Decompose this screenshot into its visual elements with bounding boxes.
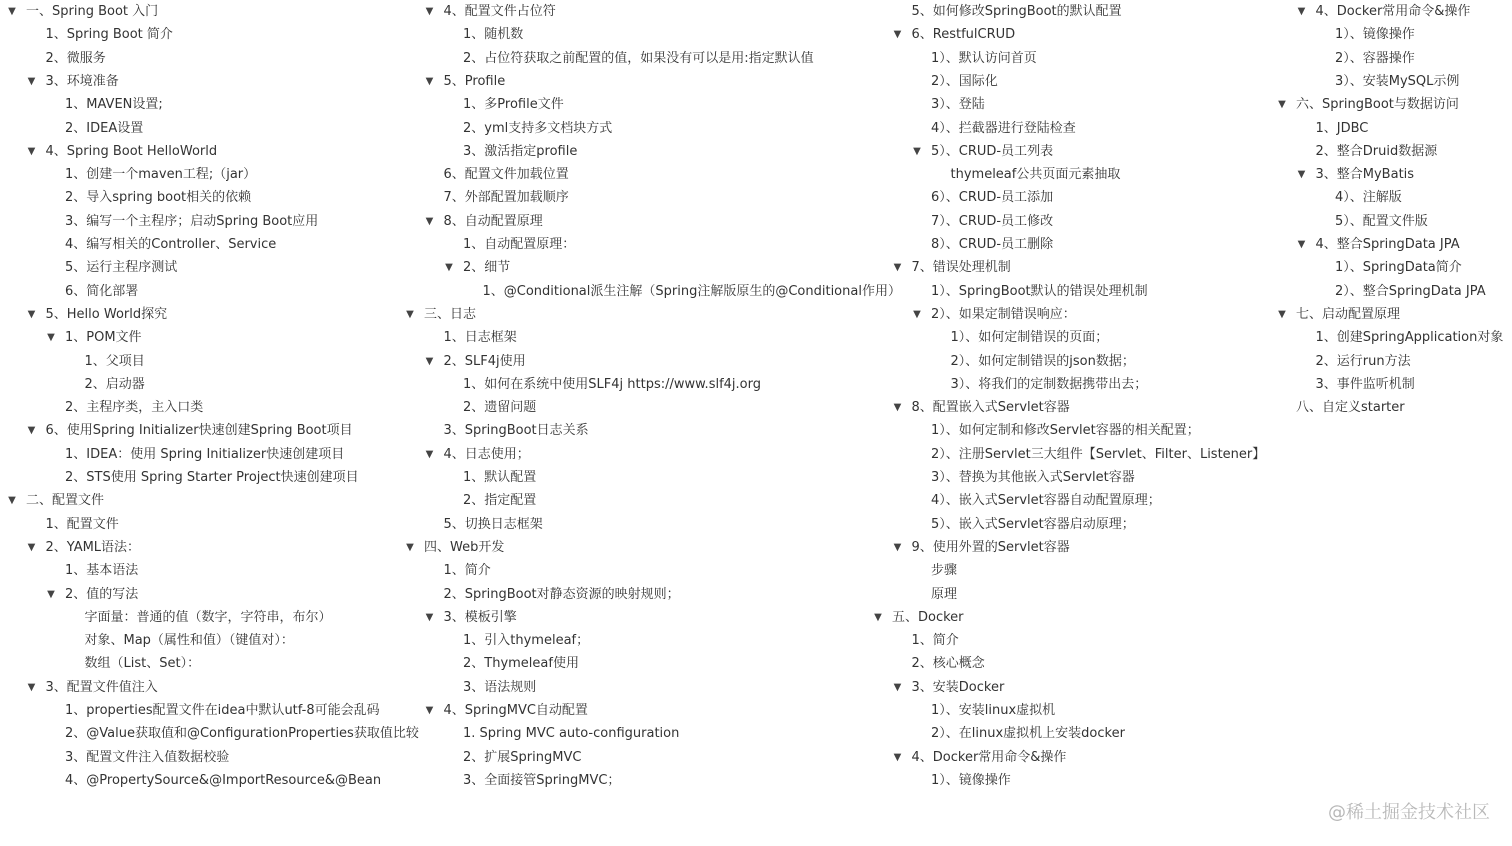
collapse-triangle-icon[interactable]: ▼ [425,215,434,227]
outline-node-label: 1、POM文件 [65,330,142,346]
outline-node-label: 八、自定义starter [1296,400,1405,416]
outline-node-label: 2、主程序类，主入口类 [65,400,204,416]
outline-node-label: 9、使用外置的Servlet容器 [911,539,1070,555]
outline-node-label: 3、模板引擎 [443,609,517,625]
outline-node-label: 1、多Profile文件 [463,97,564,113]
outline-node-label: 6）、CRUD-员工添加 [931,190,1054,206]
outline-node-label: 2、IDEA设置 [65,120,144,136]
outline-node-label: 1、默认配置 [463,470,537,485]
outline-node-label: 3、配置文件注入值数据校验 [65,749,230,765]
outline-node-label: 2、@Value获取值和@ConfigurationProperties获取值比较 [65,726,419,742]
outline-node-label: 5、Profile [443,73,506,89]
outline-node-label: 2、导入spring boot相关的依赖 [65,190,252,206]
outline-node-label: 3、SpringBoot日志关系 [443,423,589,439]
watermark: @稀土掘金技术社区 [1328,802,1490,823]
outline-node-label: 1、MAVEN设置; [65,97,163,113]
outline-node-label: 4、配置文件占位符 [443,4,556,19]
outline-node-label: 3、配置文件值注入 [45,679,158,695]
outline-node-label: 4、日志使用； [443,446,530,462]
outline-node-label: 5）、配置文件版 [1335,213,1428,229]
outline-node-label: 四、Web开发 [424,539,505,555]
outline-node-label: 6、使用Spring Initializer快速创建Spring Boot项目 [45,423,353,439]
collapse-triangle-icon[interactable]: ▼ [1278,99,1286,111]
outline-node-label: 2）、如果定制错误响应： [931,306,1076,322]
outline-node-label: 1、创建一个maven工程;（jar） [65,167,257,183]
collapse-triangle-icon[interactable]: ▼ [406,308,414,320]
collapse-triangle-icon[interactable]: ▼ [47,588,55,600]
outline-node-label: 2、启动器 [84,376,145,392]
collapse-triangle-icon[interactable]: ▼ [425,705,434,716]
outline-node-label: 字面量：普通的值（数字，字符串，布尔） [84,609,332,625]
outline-node-label: 三、日志 [424,306,477,322]
outline-node-label: 1、基本语法 [65,563,139,579]
collapse-triangle-icon[interactable]: ▼ [874,611,882,623]
outline-node-label: 2）、在linux虚拟机上安装docker [931,726,1125,742]
collapse-triangle-icon[interactable]: ▼ [1297,6,1306,17]
outline-node-label: 七、启动配置原理 [1296,306,1401,322]
collapse-triangle-icon[interactable]: ▼ [8,495,16,507]
outline-node-label: 7、错误处理机制 [911,260,1011,276]
outline-node-label: 8、自动配置原理 [443,213,543,229]
outline-node-label: 4、@PropertySource&@ImportResource&@Bean [65,772,382,788]
collapse-triangle-icon[interactable]: ▼ [893,681,902,693]
outline-node-label: 1）、默认访问首页 [931,50,1037,66]
outline-node-label: 2、SLF4j使用 [443,353,526,369]
outline-node-label: 4）、嵌入式Servlet容器自动配置原理； [931,493,1161,509]
collapse-triangle-icon[interactable]: ▼ [1297,239,1306,250]
outline-node-label: 1、properties配置文件在idea中默认utf-8可能会乱码 [65,703,380,718]
collapse-triangle-icon[interactable]: ▼ [893,751,902,763]
collapse-triangle-icon[interactable]: ▼ [27,541,36,553]
outline-node-label: 1、引入thymeleaf； [463,633,590,649]
outline-node-label: 一、Spring Boot 入门 [26,4,159,19]
outline-node-label: 2、STS使用 Spring Starter Project快速创建项目 [65,470,359,485]
outline-node-label: 8、配置嵌入式Servlet容器 [911,400,1070,416]
collapse-triangle-icon[interactable]: ▼ [425,355,434,367]
outline-node-label: 2）、国际化 [931,73,998,89]
outline-node-label: 4、Docker常用命令&操作 [911,749,1067,765]
outline-node-label: 2、SpringBoot对静态资源的映射规则； [443,586,680,602]
collapse-triangle-icon[interactable]: ▼ [425,448,434,460]
outline-node-label: 5）、嵌入式Servlet容器启动原理； [931,516,1135,532]
outline-node-label: 2）、如何定制错误的json数据； [950,353,1135,369]
outline-node-label: 1）、镜像操作 [931,772,1011,788]
outline-node-label: 4、Docker常用命令&操作 [1315,4,1471,19]
outline-node-label: 数组（List、Set）： [84,656,201,672]
collapse-triangle-icon[interactable]: ▼ [27,145,36,157]
outline-node-label: 六、SpringBoot与数据访问 [1296,97,1459,113]
outline-node-label: 5、如何修改SpringBoot的默认配置 [911,4,1122,19]
collapse-triangle-icon[interactable]: ▼ [445,262,453,274]
outline-node-label: 1）、如何定制和修改Servlet容器的相关配置； [931,423,1200,439]
outline-node-label: 2、值的写法 [65,586,139,602]
outline-node-label: 1、IDEA：使用 Spring Initializer快速创建项目 [65,446,345,462]
outline-node-label: 2）、容器操作 [1335,50,1415,66]
outline-node-label: 4、编写相关的Controller、Service [65,237,277,252]
outline-node-label: 1、配置文件 [45,516,119,532]
outline-node-label: 1、自动配置原理： [463,237,576,252]
collapse-triangle-icon[interactable]: ▼ [47,332,55,344]
outline-node-label: 2、整合Druid数据源 [1315,143,1438,159]
collapse-triangle-icon[interactable]: ▼ [406,541,414,553]
outline-node-label: 5、Hello World探究 [45,306,168,322]
outline-node-label: 3、全面接管SpringMVC； [463,772,621,788]
collapse-triangle-icon[interactable]: ▼ [893,262,902,274]
outline-node-label: 1）、安装linux虚拟机 [931,703,1056,718]
collapse-triangle-icon[interactable]: ▼ [27,681,36,693]
outline-node-label: 7、外部配置加载顺序 [443,190,569,206]
collapse-triangle-icon[interactable]: ▼ [27,308,36,320]
outline-node-label: 1）、SpringBoot默认的错误处理机制 [931,283,1148,299]
outline-node-label: 2、细节 [463,260,511,276]
collapse-triangle-icon[interactable]: ▼ [425,611,434,623]
collapse-triangle-icon[interactable]: ▼ [1297,169,1306,181]
outline-node-label: 3）、安装MySQL示例 [1335,73,1460,89]
outline-node-label: 3、整合MyBatis [1315,167,1415,183]
outline-node-label: 3、激活指定profile [463,143,578,159]
outline-node-label: 5）、CRUD-员工列表 [931,143,1054,159]
outline-node-label: 1、JDBC [1315,120,1369,136]
outline-node-label: 五、Docker [892,609,964,625]
outline-node-label: 3、语法规则 [463,679,537,695]
outline-node-label: thymeleaf公共页面元素抽取 [950,167,1121,183]
outline-node-label: 2、扩展SpringMVC [463,749,582,765]
outline-node-label: 1、Spring Boot 简介 [45,27,173,43]
outline-node-label: 3、事件监听机制 [1315,376,1415,392]
outline-node-label: 1、父项目 [84,353,145,369]
outline-node-label: 3、环境准备 [45,73,119,89]
outline-node-label: 4、Spring Boot HelloWorld [45,143,218,159]
outline-node-label: 1、@Conditional派生注解（Spring注解版原生的@Conditional作用） [482,283,901,299]
outline-node-label: 3）、登陆 [931,97,985,113]
outline-node-label: 2、YAML语法： [45,539,141,555]
outline-node-label: 4、SpringMVC自动配置 [443,703,588,718]
outline-node-label: 4）、拦截器进行登陆检查 [931,120,1076,136]
outline-node-label: 1、创建SpringApplication对象 [1315,330,1504,346]
outline-node-label: 1、如何在系统中使用SLF4j https://www.slf4j.org [463,376,761,392]
collapse-triangle-icon[interactable]: ▼ [893,541,902,553]
collapse-triangle-icon[interactable]: ▼ [893,29,902,41]
outline-node-label: 步骤 [931,563,958,579]
outline-node-label: 2、核心概念 [911,656,985,672]
outline-node-label: 1、日志框架 [443,330,517,346]
outline-node-label: 6、RestfulCRUD [911,27,1016,43]
outline-node-label: 6、简化部署 [65,283,139,299]
outline-node-label: 2）、整合SpringData JPA [1335,283,1486,299]
outline-node-label: 4）、注解版 [1335,190,1402,206]
outline-node-label: 2、微服务 [45,50,106,66]
collapse-triangle-icon[interactable]: ▼ [913,308,921,320]
collapse-triangle-icon[interactable]: ▼ [893,402,902,414]
outline-node-label: 原理 [931,586,958,602]
collapse-triangle-icon[interactable]: ▼ [1278,308,1286,320]
outline-node-label: 二、配置文件 [26,493,105,509]
outline-node-label: 6、配置文件加载位置 [443,167,569,183]
outline-node-label: 7）、CRUD-员工修改 [931,213,1054,229]
outline-node-label: 5、运行主程序测试 [65,260,178,276]
outline-node-label: 3）、将我们的定制数据携带出去； [950,376,1148,392]
collapse-triangle-icon[interactable]: ▼ [425,6,434,17]
outline-node-label: 8）、CRUD-员工删除 [931,237,1054,252]
collapse-triangle-icon[interactable]: ▼ [27,425,36,437]
outline-node-label: 2、指定配置 [463,493,537,509]
outline-node-label: 2、Thymeleaf使用 [463,656,579,672]
outline-node-label: 2、遗留问题 [463,400,537,416]
outline-node-label: 1）、SpringData简介 [1335,260,1462,276]
collapse-triangle-icon[interactable]: ▼ [8,6,16,17]
outline-node-label: 3、安装Docker [911,679,1005,695]
outline-node-label: 2、占位符获取之前配置的值，如果没有可以是用:指定默认值 [463,50,814,66]
collapse-triangle-icon[interactable]: ▼ [913,145,921,157]
outline-node-label: 1）、如何定制错误的页面； [950,330,1109,346]
outline-node-label: 2、运行run方法 [1315,353,1411,369]
outline-node-label: 1. Spring MVC auto-configuration [463,726,680,742]
outline-node-label: 5、切换日志框架 [443,516,543,532]
outline-node-label: 1、简介 [911,633,959,649]
outline-node-label: 1、随机数 [463,27,524,43]
outline-node-label: 4、整合SpringData JPA [1315,237,1460,252]
collapse-triangle-icon[interactable]: ▼ [425,75,434,87]
outline-node-label: 3、编写一个主程序；启动Spring Boot应用 [65,213,319,229]
outline-node-label: 1、简介 [443,563,491,579]
outline-node-label: 1）、镜像操作 [1335,27,1415,43]
outline-node-label: 3）、替换为其他嵌入式Servlet容器 [931,470,1135,485]
outline-node-label: 2、yml支持多文档块方式 [463,120,613,136]
outline-node-label: 对象、Map（属性和值）（键值对）： [84,633,294,649]
collapse-triangle-icon[interactable]: ▼ [27,75,36,87]
outline-node-label: 2）、注册Servlet三大组件【Servlet、Filter、Listener】 [931,446,1266,462]
